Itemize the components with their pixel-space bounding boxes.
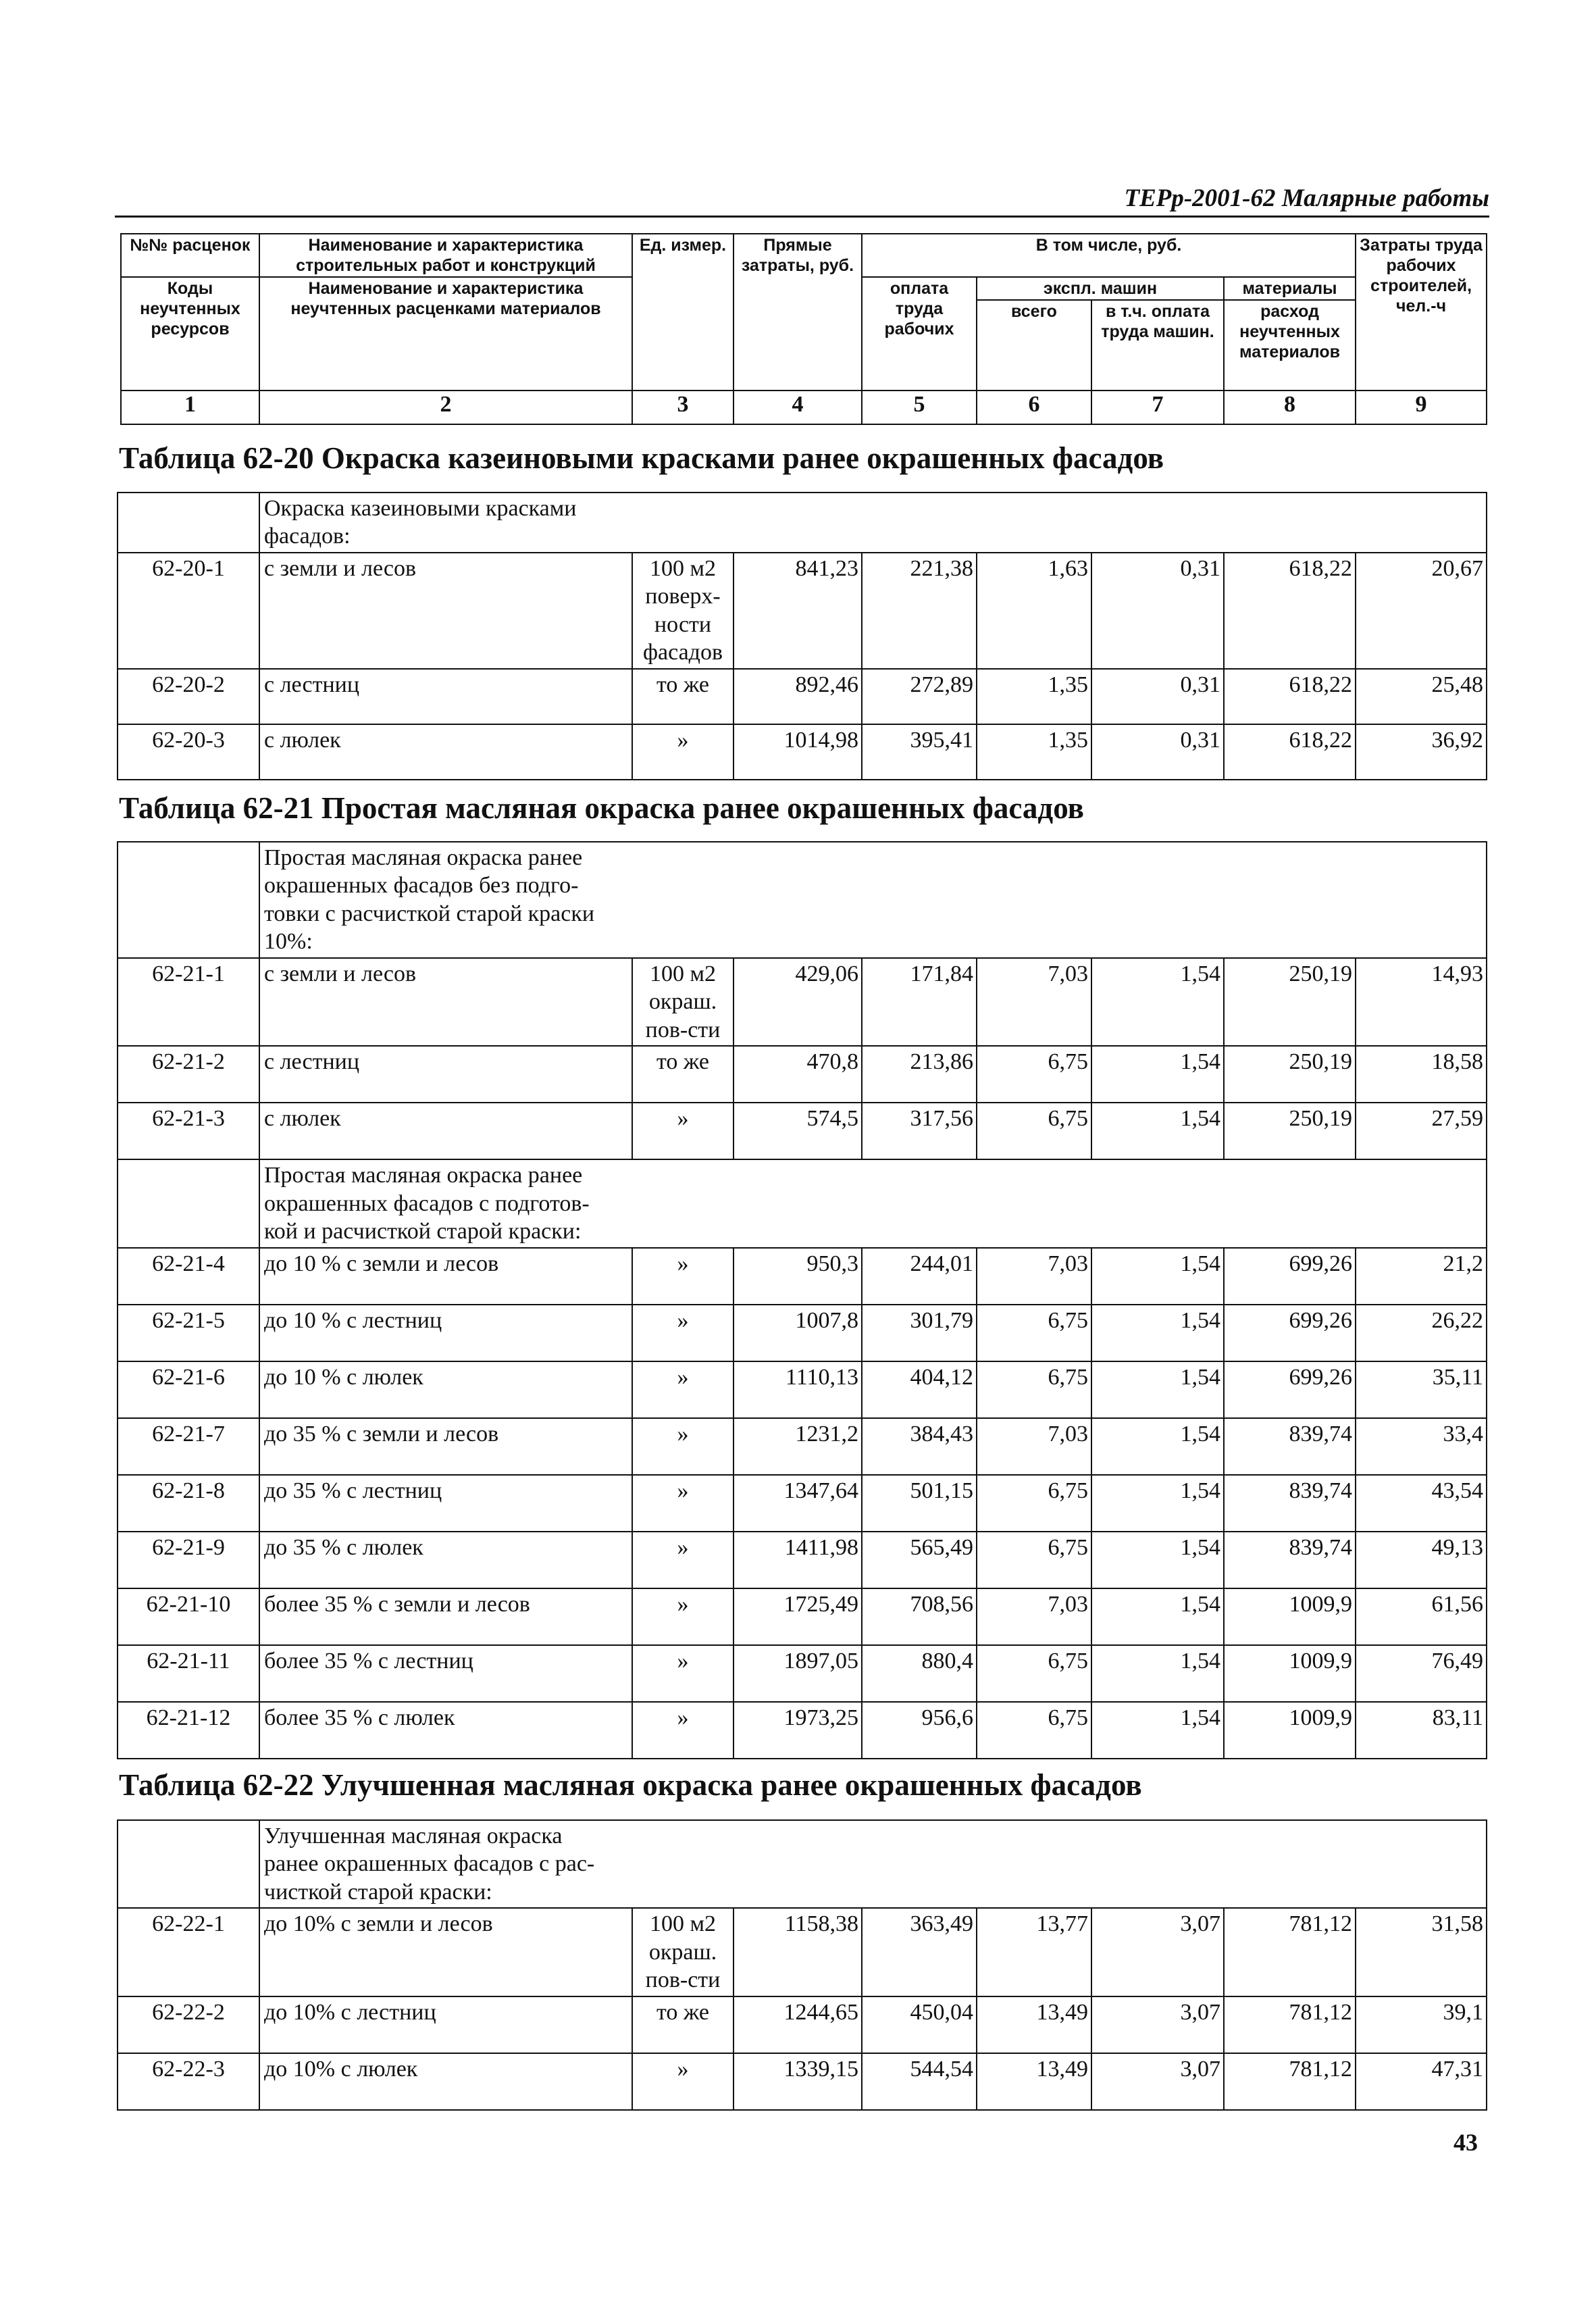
labor-hours: 26,22 xyxy=(1356,1305,1487,1361)
header-machines-labor: в т.ч. оплата труда машин. xyxy=(1091,300,1224,391)
labor-pay: 221,38 xyxy=(862,553,977,669)
work-name: с лестниц xyxy=(259,1046,632,1103)
header-machines-total: всего xyxy=(977,300,1091,391)
table-62-22-title: Таблица 62-22 Улучшенная масляная окраска ранее окрашенных фасадов xyxy=(119,1768,1142,1802)
labor-pay: 317,56 xyxy=(862,1103,977,1159)
group-row-text: Улучшенная масляная окраска ранее окрашенных фасадов с рас-чисткой старой краски: xyxy=(259,1820,1487,1908)
header-code-top: №№ расценок xyxy=(121,234,259,277)
rate-code: 62-21-11 xyxy=(118,1645,259,1702)
header-num-7: 7 xyxy=(1091,391,1224,424)
unit-of-measure: » xyxy=(632,1532,733,1588)
unit-of-measure: » xyxy=(632,1305,733,1361)
rate-code: 62-20-1 xyxy=(118,553,259,669)
labor-pay: 450,04 xyxy=(862,1996,977,2053)
group-row-text: Простая масляная окраска ранее окрашенных фасадов без подго-товки с расчисткой старой краски 10%: xyxy=(259,842,1487,958)
labor-hours: 14,93 xyxy=(1356,958,1487,1046)
table-62-21-title: Таблица 62-21 Простая масляная окраска ранее окрашенных фасадов xyxy=(119,791,1084,825)
materials: 1009,9 xyxy=(1224,1588,1356,1645)
machines-labor-pay: 1,54 xyxy=(1091,1305,1224,1361)
labor-hours: 49,13 xyxy=(1356,1532,1487,1588)
labor-hours: 76,49 xyxy=(1356,1645,1487,1702)
rate-code: 62-21-2 xyxy=(118,1046,259,1103)
machines-labor-pay: 1,54 xyxy=(1091,958,1224,1046)
materials: 1009,9 xyxy=(1224,1702,1356,1759)
machines-total: 6,75 xyxy=(977,1305,1091,1361)
labor-hours: 39,1 xyxy=(1356,1996,1487,2053)
direct-costs: 1244,65 xyxy=(733,1996,862,2053)
labor-hours: 83,11 xyxy=(1356,1702,1487,1759)
header-num-5: 5 xyxy=(862,391,977,424)
machines-labor-pay: 1,54 xyxy=(1091,1588,1224,1645)
machines-total: 1,35 xyxy=(977,669,1091,724)
materials: 699,26 xyxy=(1224,1248,1356,1305)
machines-total: 1,35 xyxy=(977,724,1091,780)
materials: 781,12 xyxy=(1224,2053,1356,2110)
direct-costs: 574,5 xyxy=(733,1103,862,1159)
rate-code: 62-21-6 xyxy=(118,1361,259,1418)
unit-of-measure: » xyxy=(632,1248,733,1305)
direct-costs: 892,46 xyxy=(733,669,862,724)
rate-code: 62-21-7 xyxy=(118,1418,259,1475)
rate-code: 62-20-2 xyxy=(118,669,259,724)
machines-total: 13,49 xyxy=(977,2053,1091,2110)
unit-of-measure: 100 м2 окраш. пов-сти xyxy=(632,958,733,1046)
table-62-22 xyxy=(117,1819,1487,2111)
labor-pay: 956,6 xyxy=(862,1702,977,1759)
work-name: с люлек xyxy=(259,724,632,780)
header-machines: экспл. машин xyxy=(977,277,1224,300)
direct-costs: 1347,64 xyxy=(733,1475,862,1532)
work-name: более 35 % с земли и лесов xyxy=(259,1588,632,1645)
work-name: более 35 % с лестниц xyxy=(259,1645,632,1702)
machines-labor-pay: 1,54 xyxy=(1091,1361,1224,1418)
header-num-3: 3 xyxy=(632,391,733,424)
work-name: с лестниц xyxy=(259,669,632,724)
unit-of-measure: » xyxy=(632,1103,733,1159)
labor-pay: 880,4 xyxy=(862,1645,977,1702)
unit-of-measure: » xyxy=(632,1702,733,1759)
labor-hours: 27,59 xyxy=(1356,1103,1487,1159)
group-row-code-cell xyxy=(118,1820,259,1908)
machines-labor-pay: 3,07 xyxy=(1091,1908,1224,1996)
work-name: до 10 % с земли и лесов xyxy=(259,1248,632,1305)
machines-total: 13,77 xyxy=(977,1908,1091,1996)
rate-code: 62-21-3 xyxy=(118,1103,259,1159)
machines-labor-pay: 1,54 xyxy=(1091,1248,1224,1305)
work-name: с люлек xyxy=(259,1103,632,1159)
header-including: В том числе, руб. xyxy=(862,234,1356,277)
header-num-9: 9 xyxy=(1356,391,1487,424)
machines-total: 7,03 xyxy=(977,958,1091,1046)
labor-hours: 20,67 xyxy=(1356,553,1487,669)
work-name: до 10 % с лестниц xyxy=(259,1305,632,1361)
materials: 618,22 xyxy=(1224,724,1356,780)
rate-code: 62-22-2 xyxy=(118,1996,259,2053)
header-name-bottom: Наименование и характеристика неучтенных расценками материалов xyxy=(259,277,632,391)
direct-costs: 1411,98 xyxy=(733,1532,862,1588)
header-num-4: 4 xyxy=(733,391,862,424)
labor-pay: 404,12 xyxy=(862,1361,977,1418)
unit-of-measure: » xyxy=(632,1475,733,1532)
machines-total: 6,75 xyxy=(977,1532,1091,1588)
unit-of-measure: 100 м2 окраш. пов-сти xyxy=(632,1908,733,1996)
machines-total: 6,75 xyxy=(977,1702,1091,1759)
machines-labor-pay: 1,54 xyxy=(1091,1475,1224,1532)
machines-labor-pay: 1,54 xyxy=(1091,1418,1224,1475)
labor-pay: 244,01 xyxy=(862,1248,977,1305)
direct-costs: 1973,25 xyxy=(733,1702,862,1759)
machines-labor-pay: 0,31 xyxy=(1091,724,1224,780)
header-labor-pay: оплата труда рабочих xyxy=(862,277,977,391)
materials: 250,19 xyxy=(1224,1046,1356,1103)
machines-labor-pay: 1,54 xyxy=(1091,1046,1224,1103)
table-62-20 xyxy=(117,492,1487,780)
materials: 839,74 xyxy=(1224,1532,1356,1588)
header-materials: материалы xyxy=(1224,277,1356,300)
materials: 781,12 xyxy=(1224,1908,1356,1996)
labor-pay: 363,49 xyxy=(862,1908,977,1996)
labor-hours: 36,92 xyxy=(1356,724,1487,780)
work-name: до 10 % с люлек xyxy=(259,1361,632,1418)
table-62-20-title: Таблица 62-20 Окраска казеиновыми красками ранее окрашенных фасадов xyxy=(119,441,1164,475)
labor-pay: 301,79 xyxy=(862,1305,977,1361)
rate-code: 62-21-9 xyxy=(118,1532,259,1588)
machines-labor-pay: 3,07 xyxy=(1091,2053,1224,2110)
group-row-code-cell xyxy=(118,493,259,553)
machines-labor-pay: 1,54 xyxy=(1091,1702,1224,1759)
header-unit: Ед. измер. xyxy=(632,234,733,391)
labor-hours: 47,31 xyxy=(1356,2053,1487,2110)
machines-total: 7,03 xyxy=(977,1418,1091,1475)
labor-pay: 708,56 xyxy=(862,1588,977,1645)
direct-costs: 1725,49 xyxy=(733,1588,862,1645)
direct-costs: 1231,2 xyxy=(733,1418,862,1475)
labor-pay: 395,41 xyxy=(862,724,977,780)
materials: 839,74 xyxy=(1224,1475,1356,1532)
direct-costs: 1339,15 xyxy=(733,2053,862,2110)
rate-code: 62-21-10 xyxy=(118,1588,259,1645)
direct-costs: 1014,98 xyxy=(733,724,862,780)
unit-of-measure: то же xyxy=(632,669,733,724)
header-num-6: 6 xyxy=(977,391,1091,424)
materials: 699,26 xyxy=(1224,1361,1356,1418)
work-name: с земли и лесов xyxy=(259,553,632,669)
labor-hours: 21,2 xyxy=(1356,1248,1487,1305)
unit-of-measure: » xyxy=(632,1645,733,1702)
header-num-8: 8 xyxy=(1224,391,1356,424)
direct-costs: 429,06 xyxy=(733,958,862,1046)
header-materials-consumption: расход неучтенных материалов xyxy=(1224,300,1356,391)
machines-total: 1,63 xyxy=(977,553,1091,669)
labor-hours: 33,4 xyxy=(1356,1418,1487,1475)
materials: 839,74 xyxy=(1224,1418,1356,1475)
machines-total: 6,75 xyxy=(977,1046,1091,1103)
page-number: 43 xyxy=(1453,2129,1478,2156)
machines-total: 7,03 xyxy=(977,1588,1091,1645)
labor-pay: 544,54 xyxy=(862,2053,977,2110)
running-head: ТЕРр-2001-62 Малярные работы xyxy=(115,184,1489,218)
machines-labor-pay: 1,54 xyxy=(1091,1532,1224,1588)
table-62-21 xyxy=(117,841,1487,1759)
group-row-code-cell xyxy=(118,842,259,958)
labor-hours: 35,11 xyxy=(1356,1361,1487,1418)
rate-code: 62-21-4 xyxy=(118,1248,259,1305)
unit-of-measure: » xyxy=(632,2053,733,2110)
machines-labor-pay: 0,31 xyxy=(1091,553,1224,669)
work-name: до 35 % с лестниц xyxy=(259,1475,632,1532)
unit-of-measure: » xyxy=(632,1588,733,1645)
work-name: с земли и лесов xyxy=(259,958,632,1046)
machines-labor-pay: 3,07 xyxy=(1091,1996,1224,2053)
labor-hours: 31,58 xyxy=(1356,1908,1487,1996)
column-header-table xyxy=(120,233,1487,425)
labor-pay: 565,49 xyxy=(862,1532,977,1588)
unit-of-measure: » xyxy=(632,724,733,780)
labor-hours: 25,48 xyxy=(1356,669,1487,724)
materials: 699,26 xyxy=(1224,1305,1356,1361)
labor-pay: 501,15 xyxy=(862,1475,977,1532)
materials: 250,19 xyxy=(1224,958,1356,1046)
unit-of-measure: то же xyxy=(632,1046,733,1103)
materials: 1009,9 xyxy=(1224,1645,1356,1702)
rate-code: 62-22-1 xyxy=(118,1908,259,1996)
header-num-2: 2 xyxy=(259,391,632,424)
work-name: до 10% с лестниц xyxy=(259,1996,632,2053)
header-labor-costs: Затраты труда рабочих строителей, чел.-ч xyxy=(1356,234,1487,391)
group-row-text: Простая масляная окраска ранее окрашенных фасадов с подготов-кой и расчисткой старой краски: xyxy=(259,1159,1487,1247)
unit-of-measure: » xyxy=(632,1361,733,1418)
machines-total: 7,03 xyxy=(977,1248,1091,1305)
direct-costs: 1897,05 xyxy=(733,1645,862,1702)
machines-total: 6,75 xyxy=(977,1361,1091,1418)
unit-of-measure: то же xyxy=(632,1996,733,2053)
rate-code: 62-20-3 xyxy=(118,724,259,780)
header-direct-costs: Прямые затраты, руб. xyxy=(733,234,862,391)
labor-pay: 213,86 xyxy=(862,1046,977,1103)
machines-labor-pay: 1,54 xyxy=(1091,1645,1224,1702)
machines-total: 13,49 xyxy=(977,1996,1091,2053)
rate-code: 62-21-12 xyxy=(118,1702,259,1759)
materials: 618,22 xyxy=(1224,669,1356,724)
materials: 618,22 xyxy=(1224,553,1356,669)
group-row-text: Окраска казеиновыми красками фасадов: xyxy=(259,493,1487,553)
labor-hours: 61,56 xyxy=(1356,1588,1487,1645)
work-name: до 35 % с земли и лесов xyxy=(259,1418,632,1475)
machines-labor-pay: 0,31 xyxy=(1091,669,1224,724)
header-code-bottom: Коды неучтенных ресурсов xyxy=(121,277,259,391)
work-name: до 10% с люлек xyxy=(259,2053,632,2110)
rate-code: 62-21-1 xyxy=(118,958,259,1046)
materials: 781,12 xyxy=(1224,1996,1356,2053)
unit-of-measure: » xyxy=(632,1418,733,1475)
machines-labor-pay: 1,54 xyxy=(1091,1103,1224,1159)
materials: 250,19 xyxy=(1224,1103,1356,1159)
work-name: более 35 % с люлек xyxy=(259,1702,632,1759)
machines-total: 6,75 xyxy=(977,1103,1091,1159)
group-row-code-cell xyxy=(118,1159,259,1247)
header-num-1: 1 xyxy=(121,391,259,424)
header-name-top: Наименование и характеристика строительных работ и конструкций xyxy=(259,234,632,277)
direct-costs: 1007,8 xyxy=(733,1305,862,1361)
work-name: до 10% с земли и лесов xyxy=(259,1908,632,1996)
rate-code: 62-21-8 xyxy=(118,1475,259,1532)
machines-total: 6,75 xyxy=(977,1475,1091,1532)
labor-hours: 43,54 xyxy=(1356,1475,1487,1532)
direct-costs: 1158,38 xyxy=(733,1908,862,1996)
rate-code: 62-22-3 xyxy=(118,2053,259,2110)
direct-costs: 1110,13 xyxy=(733,1361,862,1418)
labor-hours: 18,58 xyxy=(1356,1046,1487,1103)
machines-total: 6,75 xyxy=(977,1645,1091,1702)
labor-pay: 384,43 xyxy=(862,1418,977,1475)
labor-pay: 272,89 xyxy=(862,669,977,724)
labor-pay: 171,84 xyxy=(862,958,977,1046)
rate-code: 62-21-5 xyxy=(118,1305,259,1361)
direct-costs: 841,23 xyxy=(733,553,862,669)
work-name: до 35 % с люлек xyxy=(259,1532,632,1588)
unit-of-measure: 100 м2 поверх-ности фасадов xyxy=(632,553,733,669)
direct-costs: 470,8 xyxy=(733,1046,862,1103)
direct-costs: 950,3 xyxy=(733,1248,862,1305)
